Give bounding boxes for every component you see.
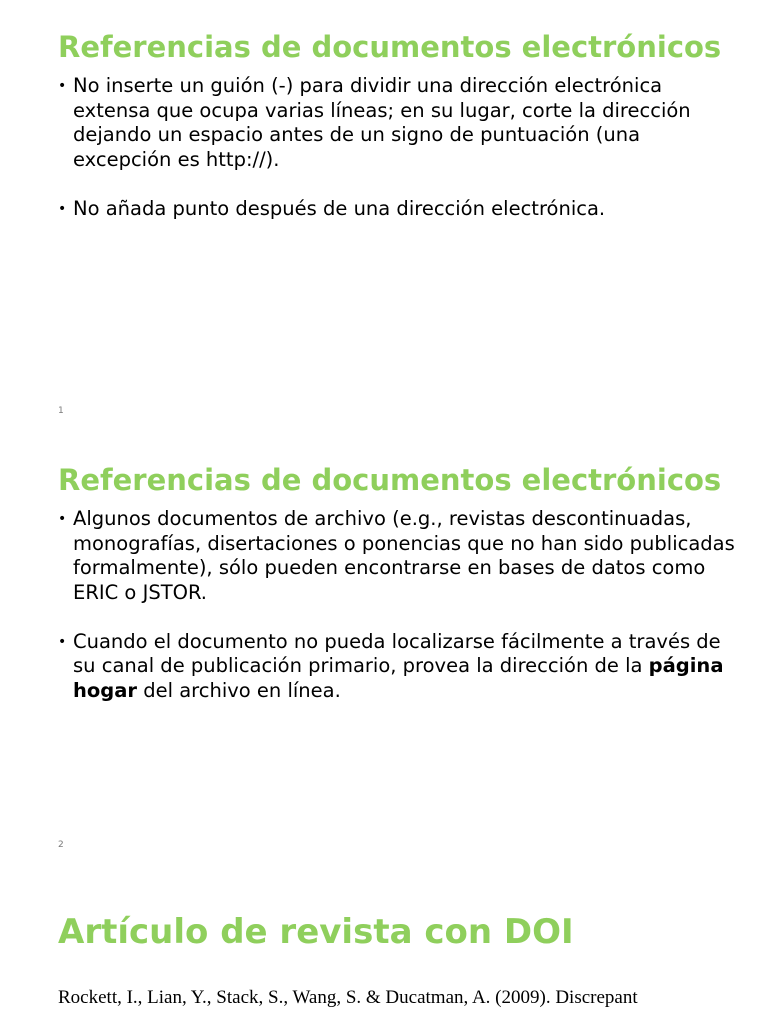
- bullet-text-bold: página hogar: [73, 654, 724, 702]
- bullet-list: [58, 74, 738, 221]
- slide-title: Artículo de revista con DOI: [58, 912, 574, 952]
- bullet-text: No añada punto después de una dirección electrónica.: [73, 196, 606, 220]
- page-number: 2: [58, 840, 64, 850]
- bullet-icon: •: [58, 200, 67, 217]
- slide-1: [58, 28, 738, 246]
- bullet-icon: •: [58, 633, 67, 650]
- bullet-icon: •: [58, 511, 67, 527]
- bullet-text-end: del archivo en línea.: [137, 678, 341, 702]
- slide-title: Referencias de documentos electrónicos: [58, 30, 722, 64]
- bullet-list: [58, 507, 738, 703]
- bullet-item: [58, 197, 738, 222]
- bullet-text-start: Cuando el documento no pueda localizarse fácilmente a través de su canal de publicación primario, provea la dirección de la: [73, 629, 721, 677]
- slide-title: Referencias de documentos electrónicos: [58, 463, 722, 497]
- reference-text: Rockett, I., Lian, Y., Stack, S., Wang, S. & Ducatman, A. (2009). Discrepant: [58, 987, 638, 1008]
- bullet-item: [58, 630, 738, 704]
- bullet-text: Algunos documentos de archivo (e.g., revistas descontinuadas, monografías, disertaciones o ponencias que no han sido publicadas formalmente), sólo pueden encontrarse en bases de datos como ERIC o JSTOR.: [73, 507, 735, 604]
- bullet-item: [58, 507, 738, 605]
- bullet-text: No inserte un guión (-) para dividir una dirección electrónica extensa que ocupa varias líneas; en su lugar, corte la dirección dejando un espacio antes de un signo de puntuación (una excepción es http://).: [73, 74, 691, 171]
- slide-2: [58, 461, 738, 728]
- bullet-icon: •: [58, 78, 67, 94]
- bullet-item: [58, 74, 738, 172]
- page-number: 1: [58, 406, 64, 416]
